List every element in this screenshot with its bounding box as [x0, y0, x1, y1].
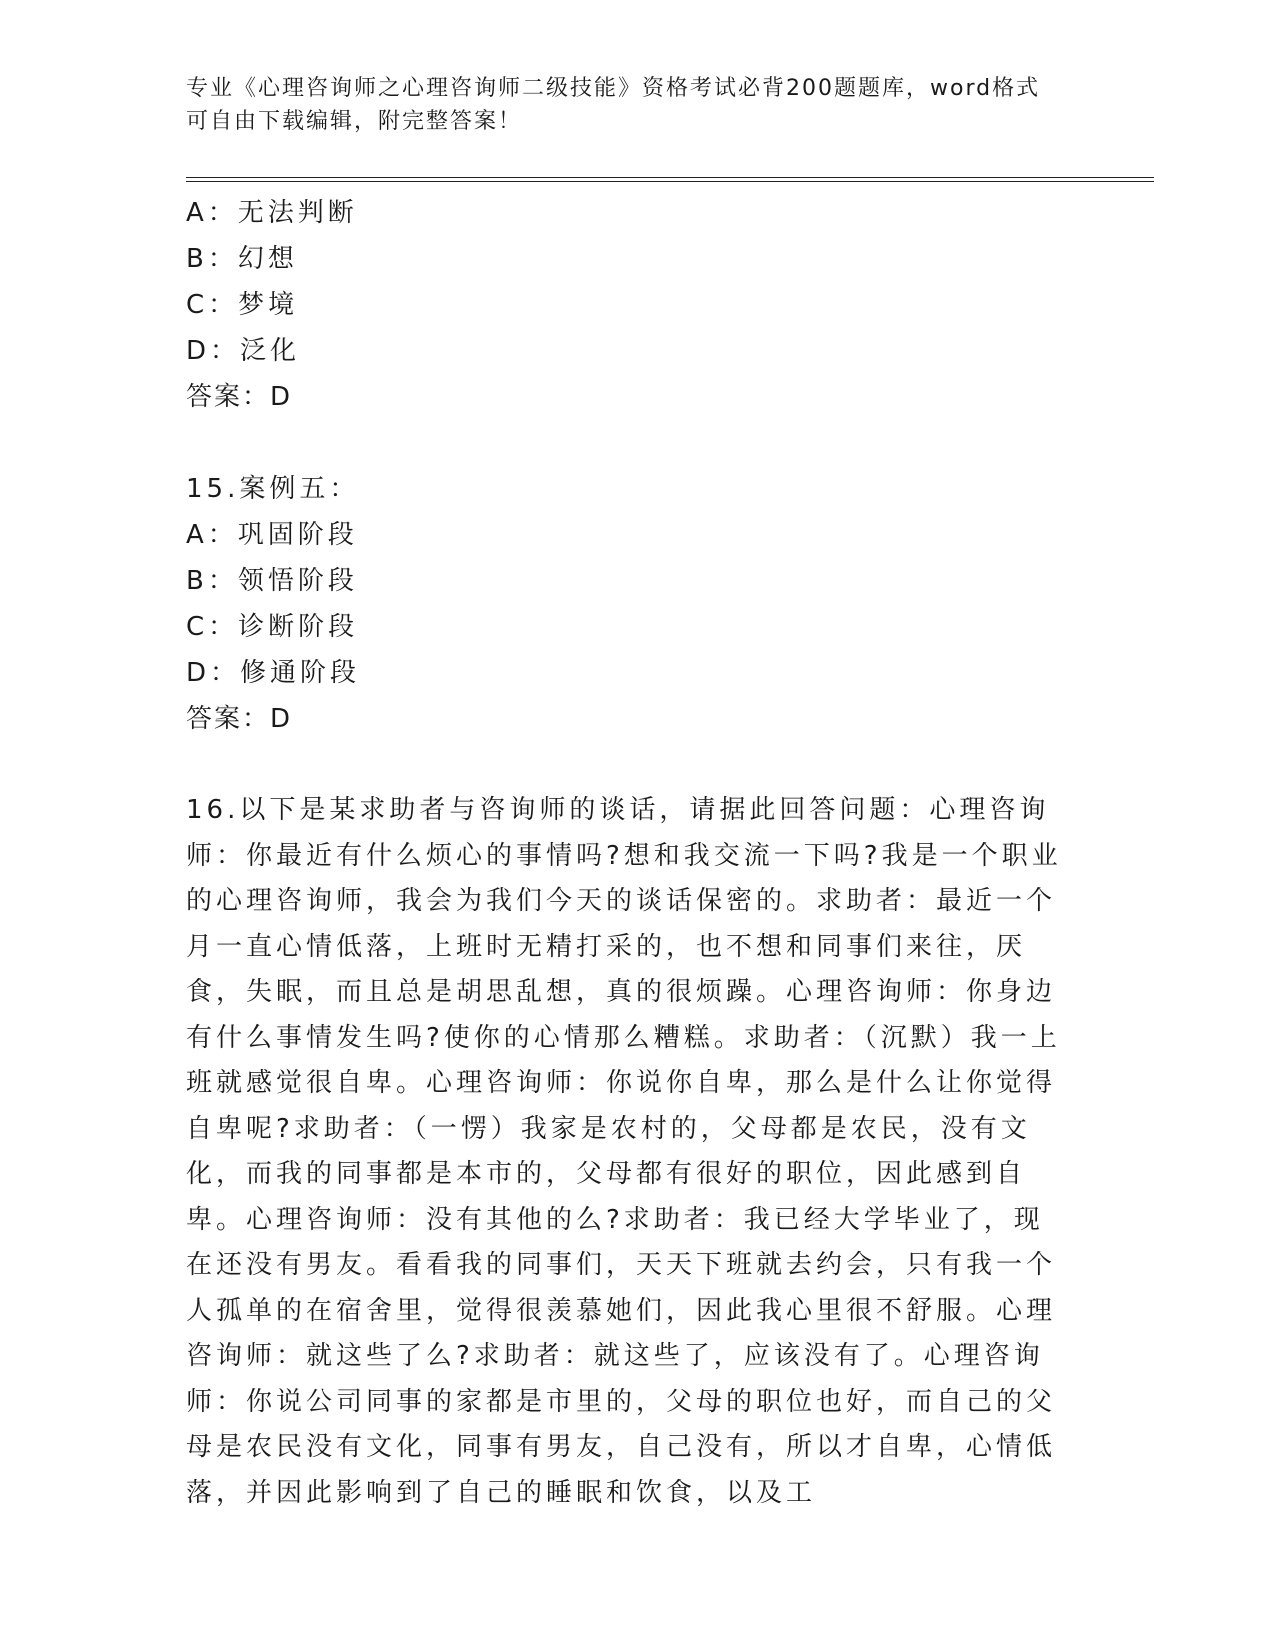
option-c: C：梦境 [186, 290, 299, 320]
header-title-line-2: 可自由下载编辑，附完整答案！ [186, 109, 523, 134]
option-b: B：领悟阶段 [186, 566, 358, 596]
option-d: D：修通阶段 [186, 658, 361, 688]
question-block-15 [186, 466, 1076, 742]
question-text: 16.以下是某求助者与咨询师的谈话，请据此回答问题：心理咨询师：你最近有什么烦心的事情吗?想和我交流一下吗?我是一个职业的心理咨询师，我会为我们今天的谈话保密的。求助者：最近一个月一直心情低落，上班时无精打采的，也不想和同事们来往，厌食，失眠，而且总是胡思乱想，真的很烦躁。心理咨询师：你身边有什么事情发生吗?使你的心情那么糟糕。求助者：（沉默）我一上班就感觉很自卑。心理咨询师：你说你自卑，那么是什么让你觉得自卑呢?求助者：（一愣）我家是农村的，父母都是农民，没有文化，而我的同事都是本市的，父母都有很好的职位，因此感到自卑。心理咨询师：没有其他的么?求助者：我已经大学毕业了，现在还没有男友。看看我的同事们，天天下班就去约会，只有我一个人孤单的在宿舍里，觉得很羡慕她们，因此我心里很不舒服。心理咨询师：就这些了么?求助者：就这些了，应该没有了。心理咨询师：你说公司同事的家都是市里的，父母的职位也好，而自己的父母是农民没有文化，同事有男友，自己没有，所以才自卑，心情低落，并因此影响到了自己的睡眠和饮食，以及工 [186, 795, 1062, 1508]
spacer [186, 420, 1076, 466]
document-body [186, 190, 1076, 1516]
question-text: 15.案例五： [186, 474, 360, 504]
spacer [186, 742, 1076, 788]
answer-line: 答案：D [186, 704, 293, 734]
option-a: A：巩固阶段 [186, 520, 358, 550]
question-block-16 [186, 788, 1076, 1516]
header-title-line-1: 专业《心理咨询师之心理咨询师二级技能》资格考试必背200题题库，word格式 [186, 76, 1041, 101]
document-header [186, 72, 1066, 138]
answer-line: 答案：D [186, 382, 293, 412]
option-c: C：诊断阶段 [186, 612, 359, 642]
header-double-rule [186, 177, 1154, 182]
option-d: D：泛化 [186, 336, 301, 366]
option-b: B：幻想 [186, 244, 298, 274]
option-a: A：无法判断 [186, 198, 358, 228]
question-block-14 [186, 190, 1076, 420]
